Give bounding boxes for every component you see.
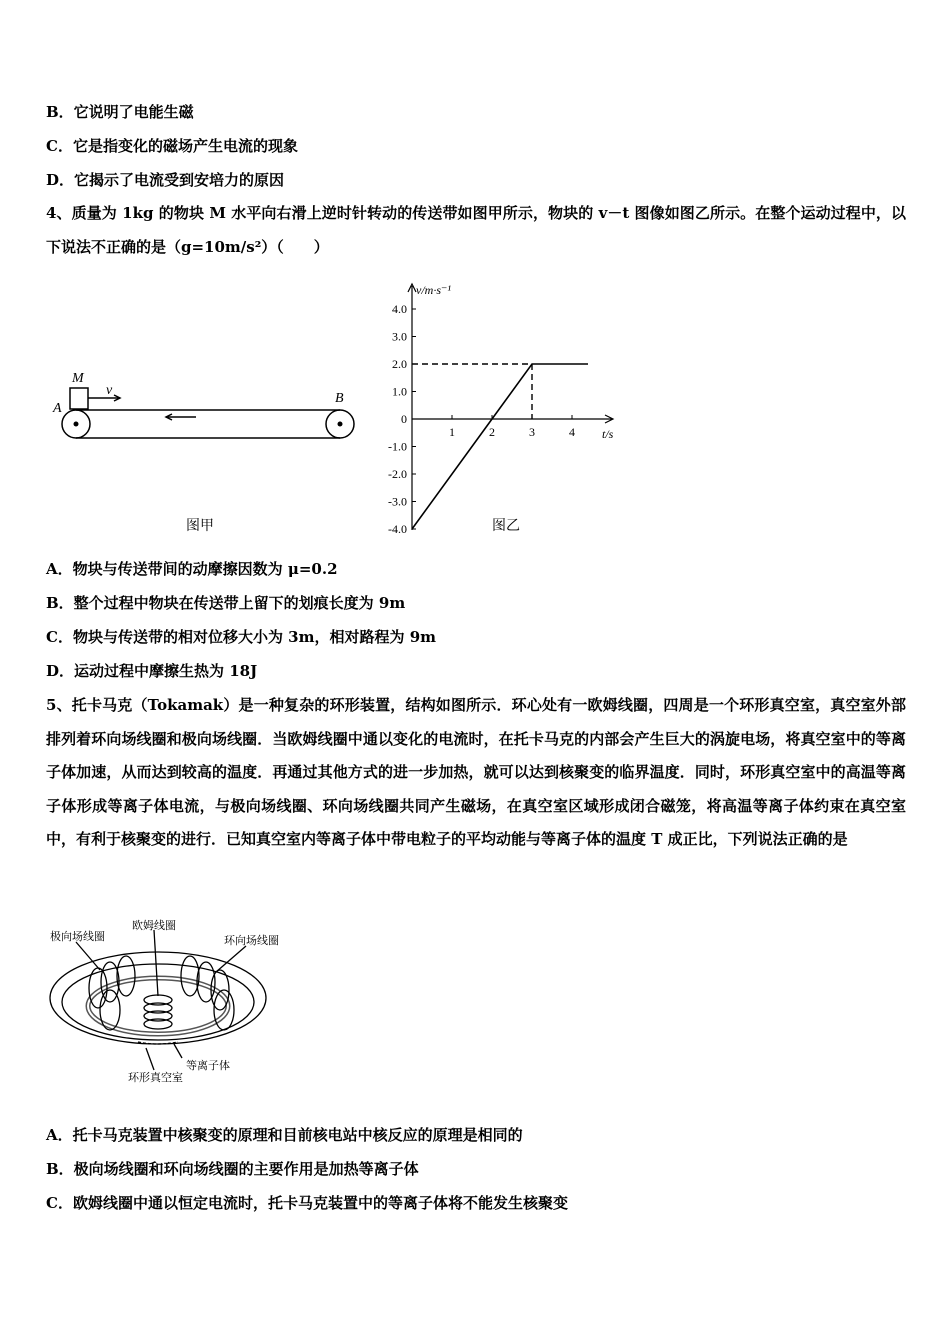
q5-option-c: C．欧姆线圈中通以恒定电流时，托卡马克装置中的等离子体将不能发生核聚变 [46,1194,568,1212]
outer-ring [50,952,266,1044]
label-ohmic-coil: 欧姆线圈 [132,920,176,932]
label-v: v [106,383,113,398]
conveyor-belt-figure [50,360,370,540]
label-b: B [335,391,344,406]
q5-stem: 5、托卡马克（Tokamak）是一种复杂的环形装置，结构如图所示．环心处有一欧姆线圈，四周是一个环形真空室，真空室外部排列着环向场线圈和极向场线圈．当欧姆线圈中通以变化的电流时，在托卡马克的内部会产生巨大的涡旋电场，将真空室中的等离子体加速，从而达到较高的温度．再通过其他方式的进一步加热，就可以达到核聚变的临界温度．同时，环形真空室中的高温等离子体形成等离子体电流，与极向场线圈、环向场线圈共同产生磁场，在真空室区域形成闭合磁笼，将高温等离子体约束在真空室中，有利于核聚变的进行．已知真空室内等离子体中带电粒子的平均动能与等离子体的温度 T 成正比，下列说法正确的是 [46,696,906,848]
y-tick-label: 0 [401,412,407,426]
label-toroidal-coil: 环向场线圈 [224,935,279,947]
q5-option-b: B．极向场线圈和环向场线圈的主要作用是加热等离子体 [46,1160,419,1178]
vt-series-line [412,364,588,529]
y-axis-label: v/m·s⁻¹ [416,283,451,297]
label-vacuum-chamber: 环形真空室 [128,1072,183,1084]
x-tick-label: 3 [529,425,535,439]
y-tick-label: -1.0 [388,439,407,454]
y-tick-label: -4.0 [388,522,407,536]
y-tick-label: -3.0 [388,494,407,509]
q5-option-a: A．托卡马克装置中核聚变的原理和目前核电站中核反应的原理是相同的 [46,1126,523,1144]
q4-option-b: B．整个过程中物块在传送带上留下的划痕长度为 9m [46,594,406,612]
x-tick-label: 4 [569,425,575,439]
block-m [70,388,88,409]
caption-yi: 图乙 [492,519,520,534]
y-tick-label: 2.0 [392,357,407,371]
q4-option-d: D．运动过程中摩擦生热为 18J [46,662,258,680]
label-polar-coil: 极向场线圈 [50,931,105,943]
label-plasma: 等离子体 [186,1060,230,1072]
ohmic-coil [144,995,172,1029]
q4-stem: 4、质量为 1kg 的物块 M 水平向右滑上逆时针转动的传送带如图甲所示，物块的 v－t 图像如图乙所示。在整个运动过程中，以下说法不正确的是（g=10m/s²）（ ） [46,204,906,256]
x-axis-label: t/s [602,427,614,441]
y-tick-label: -2.0 [388,467,407,481]
y-tick-label: 1.0 [392,384,407,399]
q3-option-d: D．它揭示了电流受到安培力的原因 [46,171,285,189]
vt-graph [370,278,630,546]
tokamak-figure [46,918,286,1088]
label-m: M [72,371,84,386]
caption-jia: 图甲 [186,519,214,534]
label-a: A [53,401,62,416]
q3-option-b: B．它说明了电能生磁 [46,103,194,121]
x-tick-label: 1 [449,425,455,439]
q4-option-a: A．物块与传送带间的动摩擦因数为 μ=0.2 [46,560,338,578]
q4-option-c: C．物块与传送带的相对位移大小为 3m，相对路程为 9m [46,628,437,646]
q3-option-c: C．它是指变化的磁场产生电流的现象 [46,137,298,155]
x-tick-label: 2 [489,425,495,439]
y-tick-label: 3.0 [392,329,407,344]
y-tick-label: 4.0 [392,302,407,316]
